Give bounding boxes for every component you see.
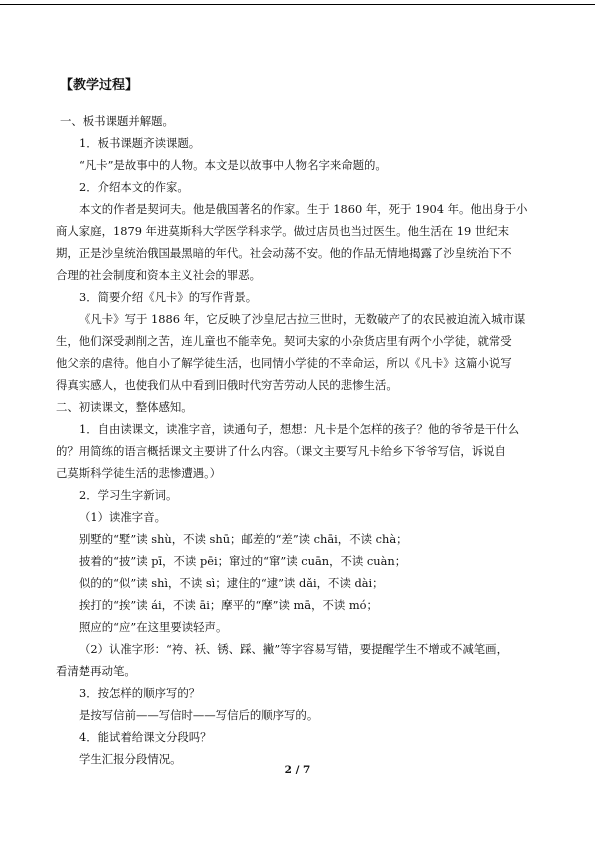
text-line: 4．能试着给课文分段吗？	[79, 730, 212, 744]
text-line: 2．介绍本文的作家。	[79, 180, 189, 194]
text-line: 《凡卡》写于 1886 年，它反映了沙皇尼古拉三世时，无数破产了的农民被迫流入城市谋	[79, 312, 526, 326]
text-line: 照应的“应”在这里要读轻声。	[79, 620, 228, 634]
text-line: 1．自由读课文，读准字音，读通句子，想想：凡卡是个怎样的孩子？他的爷爷是干什么	[79, 422, 520, 436]
text-line: 2．学习生字新词。	[79, 488, 178, 502]
text-line: （1）读准字音。	[79, 510, 166, 524]
section-heading: 【教学过程】	[60, 78, 139, 93]
text-line: 别墅的“墅”读 shù，不读 shū；邮差的“差”读 chāi，不读 chà；	[79, 532, 408, 546]
text-line: 似的的“似”读 shì，不读 sì；逮住的“逮”读 dǎi，不读 dài；	[79, 576, 384, 590]
text-line: 本文的作者是契诃夫。他是俄国著名的作家。生于 1860 年，死于 1904 年。他出身于小	[79, 202, 528, 216]
text-line: 学生汇报分段情况。	[79, 752, 182, 766]
text-line: 商人家庭，1879 年进莫斯科大学医学科求学。做过店员也当过医生。他生活在 19 世纪末	[56, 224, 510, 238]
text-line: 合理的社会制度和资本主义社会的罪恶。	[56, 268, 262, 282]
text-line: 一、板书课题并解题。	[60, 114, 174, 128]
text-line: 他父亲的虐待。他自小了解学徒生活，也同情小学徒的不幸命运，所以《凡卡》这篇小说写	[56, 356, 512, 370]
text-line: 挨打的“挨”读 ái，不读 āi；摩平的“摩”读 mā，不读 mó；	[79, 598, 378, 612]
text-line: 生，他们深受剥削之苦，连儿童也不能幸免。契诃夫家的小杂货店里有两个小学徒，就常受	[56, 334, 512, 348]
page-number: 2 / 7	[284, 764, 311, 776]
text-line: 己莫斯科学徒生活的悲惨遭遇。）	[56, 466, 222, 480]
text-line: 二、初读课文，整体感知。	[56, 400, 193, 414]
text-line: 看清楚再动笔。	[56, 664, 136, 678]
text-line: 是按写信前——写信时——写信后的顺序写的。	[79, 708, 319, 722]
text-line: （2）认准字形：“袴、袄、锈、踩、撇”等字容易写错，要提醒学生不增或不减笔画，	[79, 642, 508, 656]
text-line: 3．简要介绍《凡卡》的写作背景。	[79, 290, 258, 304]
text-line: 的？用简练的语言概括课文主要讲了什么内容。（课文主要写凡卡给乡下爷爷写信，诉说自	[56, 444, 506, 458]
text-line: 得真实感人，也使我们从中看到旧俄时代穷苦劳动人民的悲惨生活。	[56, 378, 398, 392]
text-line: “凡卡”是故事中的人物。本文是以故事中人物名字来命题的。	[79, 158, 387, 172]
text-line: 期，正是沙皇统治俄国最黑暗的年代。社会动荡不安。他的作品无情地揭露了沙皇统治下不	[56, 246, 512, 260]
text-line: 披着的“披”读 pī，不读 pēi；窜过的“窜”读 cuān，不读 cuàn；	[79, 554, 407, 568]
text-line: 3．按怎样的顺序写的？	[79, 686, 201, 700]
text-line: 1．板书课题齐读课题。	[79, 136, 201, 150]
